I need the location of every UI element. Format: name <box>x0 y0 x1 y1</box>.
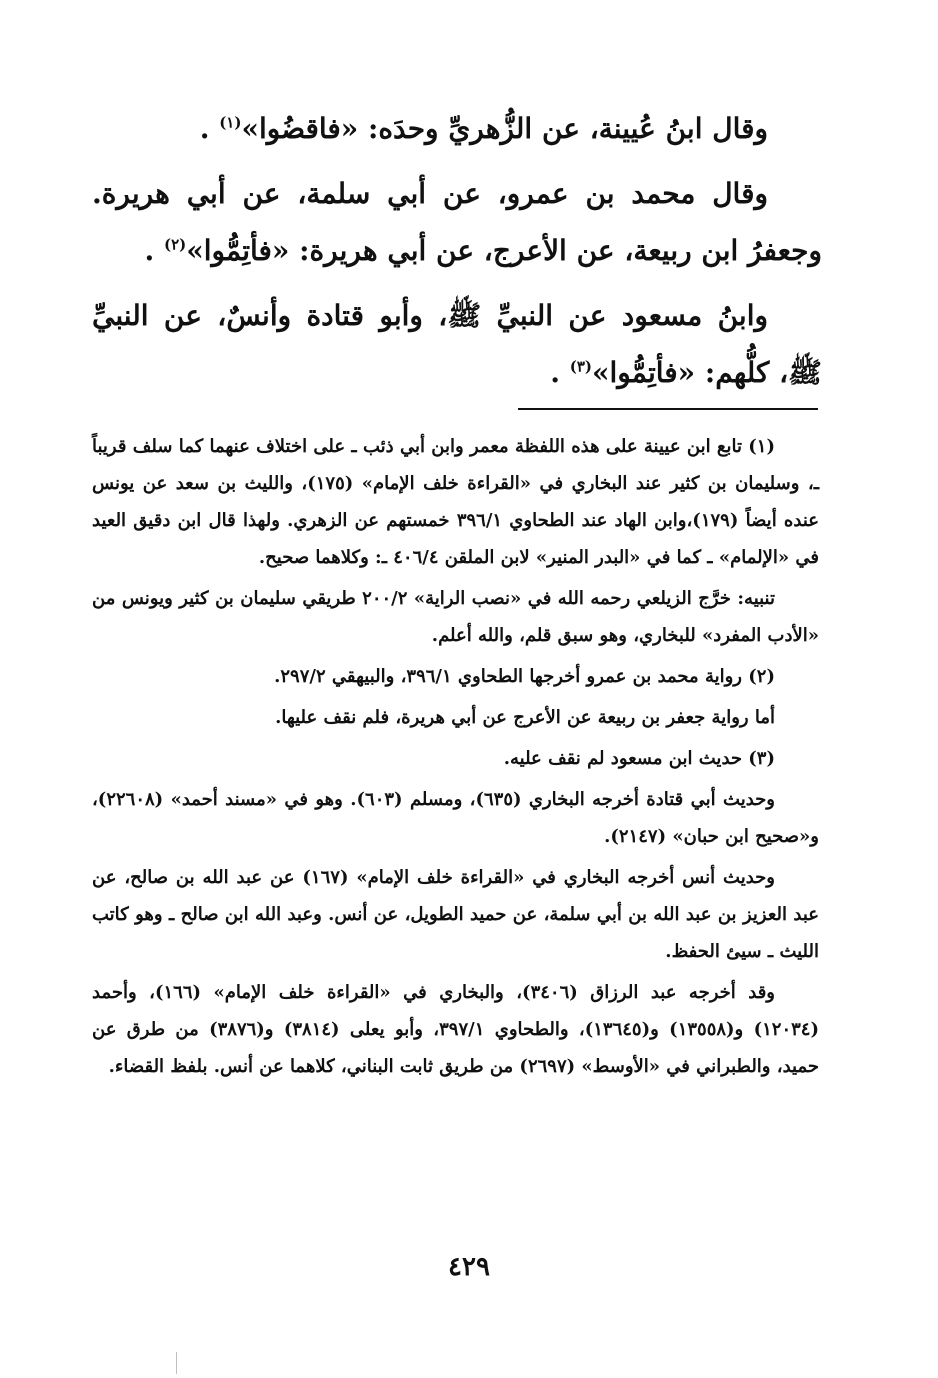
page-number: ٤٢٩ <box>448 1252 490 1282</box>
main-paragraph-2-end: . <box>144 234 164 267</box>
footnote-1-note: تنبيه: خرَّج الزيلعي رحمه الله في «نصب الراية» ٢٠٠/٢ طريقي سليمان بن كثير ويونس من «الأدب المفرد» للبخاري، وهو سبق قلم، والله أعلم. <box>92 588 819 646</box>
footnote-2: (٢) رواية محمد بن عمرو أخرجها الطحاوي ٣٩٦/١، والبيهقي ٢٩٧/٢. <box>274 666 775 687</box>
footnote-3: (٣) حديث ابن مسعود لم نقف عليه. <box>503 748 775 769</box>
footnote-1: (١) تابع ابن عيينة على هذه اللفظة معمر وابن أبي ذئب ـ على اختلاف عنهما كما سلف قريباً ـ، وسليمان بن كثير عند البخاري في «القراءة خلف الإمام» (١٧٥)، والليث بن سعد عن يونس عنده أيضاً (١٧٩)،وابن الهاد عند الطحاوي ٣٩٦/١ خمستهم عن الزهري. ولهذا قال ابن دقيق العيد في «الإلمام» ـ كما في «البدر المنير» لابن الملقن ٤٠٦/٤ ـ: وكلاهما صحيح. <box>92 436 819 568</box>
footnote-marker-1: (١) <box>219 113 242 132</box>
footnote-marker-2: (٢) <box>164 235 187 254</box>
main-paragraph-1 <box>92 100 822 157</box>
main-paragraph-2-text: وقال محمد بن عمرو، عن أبي سلمة، عن أبي هريرة. وجعفرُ ابن ربيعة، عن الأعرج، عن أبي هريرة: «فأتِمُّوا» <box>92 177 822 267</box>
footnotes <box>92 428 819 1089</box>
footnote-3-anas-sources: وقد أخرجه عبد الرزاق (٣٤٠٦)، والبخاري في «القراءة خلف الإمام» (١٦٦)، وأحمد (١٢٠٣٤) و(١٣٥٥٨) و(١٣٦٤٥)، والطحاوي ٣٩٧/١، وأبو يعلى (٣٨١٤) و(٣٨٧٦) من طرق عن حميد، والطبراني في «الأوسط» (٢٦٩٧) من طريق ثابت البناني، كلاهما عن أنس. بلفظ القضاء. <box>92 982 819 1077</box>
main-paragraph-1-end: . <box>199 112 220 145</box>
main-paragraph-2 <box>92 165 822 279</box>
main-paragraph-1-text: وقال ابنُ عُيينة، عن الزُّهريِّ وحدَه: «فاقضُوا» <box>241 112 768 145</box>
margin-mark <box>176 1352 177 1374</box>
main-paragraph-3-end: . <box>550 356 570 389</box>
footnote-marker-3: (٣) <box>569 357 593 376</box>
main-paragraph-3-text: وابنُ مسعود عن النبيِّ ﷺ، وأبو قتادة وأنسٌ، عن النبيِّ ﷺ، كلُّهم: «فأتِمُّوا» <box>92 299 822 389</box>
main-text <box>92 100 822 409</box>
footnote-2-continuation: أما رواية جعفر بن ربيعة عن الأعرج عن أبي هريرة، فلم نقف عليها. <box>275 707 775 728</box>
main-paragraph-3 <box>92 287 822 401</box>
footnote-separator <box>518 408 818 410</box>
footnote-3-qatada: وحديث أبي قتادة أخرجه البخاري (٦٣٥)، ومسلم (٦٠٣). وهو في «مسند أحمد» (٢٢٦٠٨)، و«صحيح ابن حبان» (٢١٤٧). <box>92 789 819 847</box>
footnote-3-anas: وحديث أنس أخرجه البخاري في «القراءة خلف الإمام» (١٦٧) عن عبد الله بن صالح، عن عبد العزيز بن عبد الله بن أبي سلمة، عن حميد الطويل، عن أنس. وعبد الله ابن صالح ـ وهو كاتب الليث ـ سيئ الحفظ. <box>92 867 819 962</box>
